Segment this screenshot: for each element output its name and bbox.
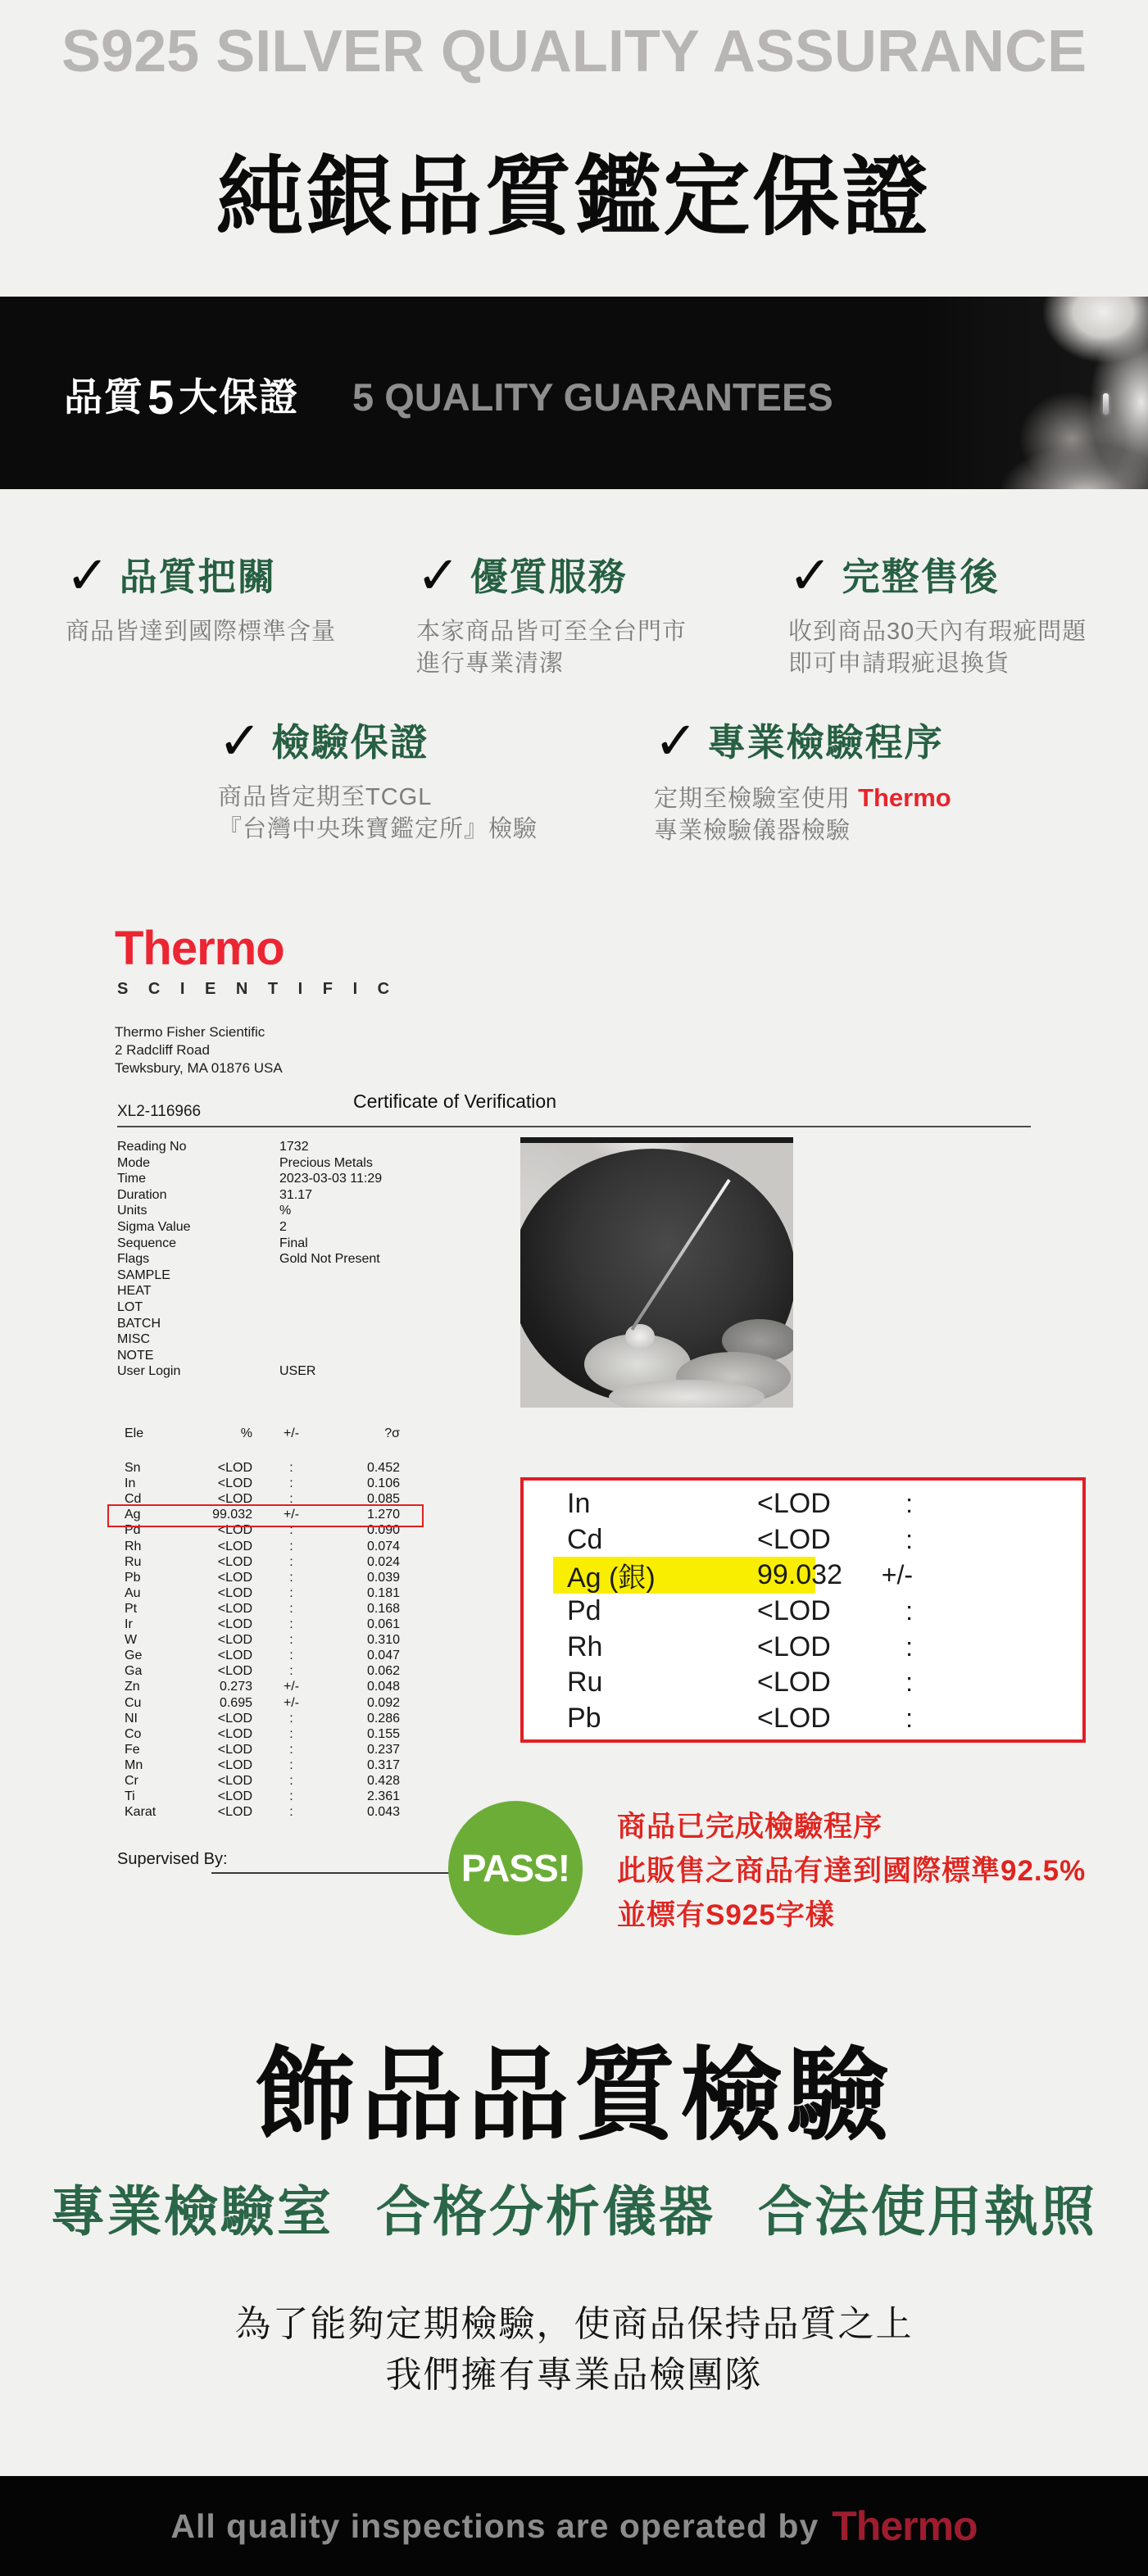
element-symbol: NI — [125, 1711, 138, 1726]
element-symbol: Mn — [125, 1757, 143, 1772]
pass-note-line: 商品已完成檢驗程序 — [617, 1811, 883, 1843]
element-pct: <LOD — [217, 1789, 252, 1804]
silver-nugget — [625, 1324, 655, 1349]
result-row — [524, 1629, 1082, 1665]
silver-nugget — [609, 1380, 765, 1408]
element-row — [117, 1476, 400, 1491]
element-sigma: 0.043 — [366, 1805, 400, 1820]
element-sigma: 0.048 — [366, 1680, 400, 1694]
element-symbol: Rh — [125, 1539, 142, 1553]
info-label: LOT — [117, 1299, 143, 1314]
element-pct: <LOD — [217, 1617, 252, 1632]
element-symbol: Pd — [125, 1523, 141, 1538]
element-symbol: Sn — [125, 1461, 141, 1476]
element-pct: <LOD — [217, 1554, 252, 1569]
element-row — [117, 1804, 400, 1820]
guarantee-desc — [788, 616, 1087, 680]
address-line: Tewksbury, MA 01876 USA — [115, 1060, 283, 1076]
result-element: Cd — [567, 1523, 603, 1555]
banner-title-zh — [64, 367, 299, 425]
info-row — [117, 1236, 382, 1252]
element-row — [117, 1632, 400, 1648]
guarantee-desc — [654, 782, 951, 847]
guarantee-desc — [66, 616, 336, 648]
watermark-heading: S925 SILVER QUALITY ASSURANCE — [61, 19, 1087, 84]
guarantee-desc-text: 商品皆定期至TCGL — [218, 784, 433, 810]
element-row — [117, 1789, 400, 1804]
element-table — [117, 1426, 400, 1820]
element-sigma: 0.062 — [366, 1664, 400, 1679]
element-pm: : — [289, 1476, 293, 1491]
element-symbol: Ti — [125, 1789, 135, 1804]
element-pct: 0.273 — [219, 1680, 252, 1694]
element-row — [117, 1648, 400, 1663]
element-pm: : — [289, 1617, 293, 1632]
info-label: Reading No — [117, 1140, 187, 1154]
element-pm: : — [289, 1664, 293, 1679]
element-row — [117, 1742, 400, 1757]
photo-top-bar — [520, 1137, 793, 1143]
element-pm: : — [289, 1585, 293, 1600]
element-symbol: Ge — [125, 1649, 143, 1663]
element-sigma: 0.039 — [366, 1570, 400, 1585]
result-row — [524, 1486, 1082, 1522]
guarantee-item — [218, 711, 538, 846]
element-pm: : — [289, 1554, 293, 1569]
guarantee-title: 檢驗保證 — [271, 721, 429, 764]
info-label: MISC — [117, 1332, 150, 1347]
info-row — [117, 1251, 382, 1268]
bottom-title: 飾品品質檢驗 — [254, 2039, 894, 2152]
guarantee-desc-text: 即可申請瑕疵退換貨 — [788, 651, 1010, 677]
guarantee-desc-text: 收到商品30天內有瑕疵問題 — [788, 619, 1087, 645]
element-symbol: Ga — [125, 1664, 143, 1679]
element-sigma: 0.092 — [366, 1695, 400, 1710]
element-pm: : — [289, 1523, 293, 1538]
checkmark-icon: ✓ — [66, 546, 110, 605]
info-row — [117, 1155, 382, 1172]
element-symbol: Cr — [125, 1773, 138, 1788]
guarantee-desc-line — [66, 616, 336, 648]
result-element: Rh — [567, 1630, 603, 1662]
certificate-info-list — [117, 1139, 382, 1380]
element-pct: <LOD — [217, 1711, 252, 1726]
info-label: Mode — [117, 1155, 151, 1170]
result-row — [524, 1665, 1082, 1701]
element-symbol: Ir — [125, 1617, 133, 1632]
element-row — [117, 1757, 400, 1773]
info-label: SAMPLE — [117, 1268, 170, 1282]
element-pm: : — [289, 1773, 293, 1788]
result-element: In — [567, 1488, 591, 1520]
info-value: Gold Not Present — [279, 1252, 380, 1267]
result-element: Ru — [567, 1667, 603, 1698]
element-pm: : — [289, 1757, 293, 1772]
thermo-logo: Thermo — [115, 922, 284, 975]
element-pm: : — [289, 1539, 293, 1553]
address-line: 2 Radcliff Road — [115, 1042, 210, 1058]
pass-note-line: 此販售之商品有達到國際標準92.5% — [617, 1855, 1087, 1887]
info-row — [117, 1187, 382, 1204]
element-sigma: 0.181 — [366, 1585, 400, 1600]
element-row — [117, 1695, 400, 1711]
element-sigma: 1.270 — [366, 1508, 400, 1522]
element-pct: <LOD — [217, 1585, 252, 1600]
earring-highlight — [1103, 393, 1109, 415]
result-value: <LOD — [757, 1523, 831, 1555]
element-pm: : — [289, 1805, 293, 1820]
certificate-address — [115, 1023, 283, 1077]
element-pm: : — [289, 1711, 293, 1726]
guarantee-title: 品質把關 — [119, 556, 277, 598]
info-label: Sigma Value — [117, 1219, 191, 1234]
element-symbol: Au — [125, 1585, 141, 1600]
info-value: 2023-03-03 11:29 — [279, 1172, 383, 1186]
feature-item: 合法使用執照 — [758, 2181, 1097, 2242]
element-symbol: Cu — [125, 1695, 142, 1710]
guarantee-desc-line — [416, 648, 687, 680]
result-value: 99.032 — [757, 1559, 842, 1591]
element-row — [117, 1460, 400, 1476]
pass-badge: PASS! — [448, 1801, 583, 1935]
result-pm: : — [905, 1631, 913, 1662]
element-pm: : — [289, 1570, 293, 1585]
guarantee-desc — [218, 782, 538, 846]
banner-zh-pre: 品質 — [64, 375, 144, 419]
element-sigma: 0.168 — [366, 1601, 400, 1616]
element-sigma: 0.074 — [366, 1539, 400, 1553]
element-pct: <LOD — [217, 1805, 252, 1820]
result-rows — [524, 1481, 1082, 1736]
certificate-title: Certificate of Verification — [352, 1091, 556, 1112]
info-row — [117, 1268, 382, 1284]
address-line: Thermo Fisher Scientific — [115, 1024, 265, 1040]
checkmark-icon: ✓ — [788, 546, 833, 605]
element-row — [117, 1726, 400, 1742]
guarantee-head — [654, 711, 951, 770]
result-value: <LOD — [757, 1702, 831, 1734]
info-value: 31.17 — [279, 1187, 313, 1202]
element-pct: <LOD — [217, 1492, 252, 1507]
info-row — [117, 1139, 382, 1155]
banner-zh-number: 5 — [147, 371, 176, 424]
feature-list — [0, 2168, 1148, 2246]
element-symbol: Pt — [125, 1601, 138, 1616]
element-pm: : — [289, 1601, 293, 1616]
info-label: BATCH — [117, 1316, 161, 1331]
element-pct: 0.695 — [219, 1695, 252, 1710]
element-pct: <LOD — [217, 1539, 252, 1553]
element-pm: +/- — [283, 1508, 300, 1522]
info-label: Units — [117, 1204, 147, 1218]
header-pct: % — [240, 1426, 252, 1440]
guarantee-title: 優質服務 — [470, 556, 628, 598]
feature-item: 專業檢驗室 — [51, 2181, 334, 2242]
info-row — [117, 1348, 382, 1364]
result-row — [524, 1558, 1082, 1594]
element-pm: : — [289, 1633, 293, 1648]
element-row — [117, 1663, 400, 1679]
result-element: Pb — [567, 1702, 601, 1734]
element-sigma: 0.024 — [366, 1554, 400, 1569]
pass-note-line: 並標有S925字樣 — [617, 1899, 835, 1931]
guarantee-desc-line — [218, 814, 538, 846]
info-label: NOTE — [117, 1348, 154, 1363]
element-row — [117, 1679, 400, 1694]
checkmark-icon: ✓ — [218, 711, 262, 770]
certificate-divider — [117, 1126, 1031, 1127]
footer-text: All quality inspections are operated by — [170, 2506, 819, 2545]
info-label: Sequence — [117, 1236, 177, 1250]
guarantee-desc-text: 商品皆達到國際標準含量 — [66, 619, 337, 645]
element-row — [117, 1773, 400, 1789]
page-title: 純銀品質鑑定保證 — [216, 149, 932, 246]
info-value: 2 — [279, 1219, 287, 1234]
element-sigma: 2.361 — [366, 1789, 400, 1804]
element-sigma: 0.061 — [366, 1617, 400, 1632]
table-spacer — [117, 1441, 400, 1460]
header-sigma: ?σ — [384, 1426, 400, 1440]
guarantee-head — [788, 546, 1087, 605]
info-value: % — [279, 1204, 292, 1218]
guarantee-head — [416, 546, 687, 605]
banner-title-en: 5 QUALITY GUARANTEES — [352, 375, 833, 419]
info-row — [117, 1171, 382, 1187]
result-element: Pd — [567, 1595, 601, 1627]
guarantee-desc-line — [654, 782, 951, 815]
element-pct: <LOD — [217, 1523, 252, 1538]
element-sigma: 0.428 — [366, 1773, 400, 1788]
bottom-line-1: 為了能夠定期檢驗，使商品保持品質之上 — [234, 2304, 914, 2344]
info-value: Final — [279, 1236, 308, 1250]
supervised-by-label: Supervised By: — [117, 1850, 228, 1868]
element-pm: : — [289, 1742, 293, 1757]
info-value: Precious Metals — [279, 1155, 373, 1170]
element-sigma: 0.286 — [366, 1711, 400, 1726]
guarantee-desc-text: 『台灣中央珠寶鑑定所』檢驗 — [218, 816, 538, 842]
guarantee-desc-text: 專業檢驗儀器檢驗 — [654, 818, 851, 844]
element-pct: <LOD — [217, 1461, 252, 1476]
info-label: User Login — [117, 1364, 181, 1379]
element-pct: <LOD — [217, 1726, 252, 1741]
xrf-sample-photo — [520, 1137, 793, 1408]
banner — [0, 297, 1148, 489]
pass-note — [617, 1805, 1086, 1938]
element-pct: 99.032 — [212, 1508, 252, 1522]
guarantee-title: 完整售後 — [842, 556, 1000, 598]
result-pm: : — [905, 1524, 913, 1554]
guarantee-title: 專業檢驗程序 — [707, 721, 944, 764]
result-pm: : — [905, 1667, 913, 1698]
element-row — [117, 1539, 400, 1554]
result-pm: : — [905, 1703, 913, 1733]
element-pm: : — [289, 1461, 293, 1476]
result-pm: : — [905, 1489, 913, 1519]
guarantee-item — [654, 711, 951, 847]
element-row — [117, 1554, 400, 1570]
result-row — [524, 1522, 1082, 1558]
guarantee-desc-line — [218, 782, 538, 814]
silver-row-outline — [107, 1504, 424, 1527]
element-symbol: Ag — [125, 1508, 141, 1522]
element-sigma: 0.310 — [366, 1633, 400, 1648]
info-row — [117, 1203, 382, 1219]
element-table-header — [117, 1426, 400, 1441]
element-pct: <LOD — [217, 1742, 252, 1757]
info-label: Time — [117, 1172, 146, 1186]
result-row — [524, 1594, 1082, 1630]
guarantee-desc-line — [654, 815, 951, 847]
checkmark-icon: ✓ — [416, 546, 461, 605]
info-row — [117, 1299, 382, 1316]
element-pm: +/- — [283, 1680, 300, 1694]
element-row — [117, 1570, 400, 1585]
element-symbol: Cd — [125, 1492, 142, 1507]
feature-item: 合格分析儀器 — [376, 2181, 715, 2242]
guarantee-desc-line — [788, 648, 1087, 680]
signature-line — [211, 1872, 449, 1874]
result-zoom-panel — [520, 1477, 1086, 1743]
guarantee-head — [66, 546, 336, 605]
header-pm: +/- — [283, 1426, 300, 1440]
element-pct: <LOD — [217, 1649, 252, 1663]
element-sigma: 0.106 — [366, 1476, 400, 1491]
banner-zh-post: 大保證 — [179, 375, 300, 419]
element-pm: +/- — [283, 1695, 300, 1710]
guarantee-item — [788, 546, 1087, 680]
element-row — [117, 1585, 400, 1601]
model-photo — [924, 297, 1148, 489]
checkmark-icon: ✓ — [654, 711, 698, 770]
element-sigma: 0.237 — [366, 1742, 400, 1757]
result-pm: +/- — [881, 1560, 913, 1590]
info-row — [117, 1283, 382, 1299]
element-sigma: 0.317 — [366, 1757, 400, 1772]
element-symbol: Fe — [125, 1742, 140, 1757]
element-symbol: Pb — [125, 1570, 141, 1585]
element-pct: <LOD — [217, 1633, 252, 1648]
header-ele: Ele — [125, 1426, 144, 1440]
element-row — [117, 1601, 400, 1617]
element-symbol: Ru — [125, 1554, 142, 1569]
thermo-inline-brand: Thermo — [858, 783, 951, 812]
info-value: 1732 — [279, 1140, 309, 1154]
element-sigma: 0.155 — [366, 1726, 400, 1741]
info-label: HEAT — [117, 1284, 152, 1299]
info-label: Flags — [117, 1252, 150, 1267]
element-symbol: Karat — [125, 1805, 157, 1820]
element-sigma: 0.090 — [366, 1523, 400, 1538]
guarantee-desc-text: 定期至檢驗室使用 — [654, 786, 859, 812]
footer-thermo-brand: Thermo — [832, 2503, 978, 2549]
element-pct: <LOD — [217, 1601, 252, 1616]
result-pm: : — [905, 1596, 913, 1626]
element-pm: : — [289, 1492, 293, 1507]
result-value: <LOD — [757, 1630, 831, 1662]
element-sigma: 0.047 — [366, 1649, 400, 1663]
guarantee-desc-line — [416, 616, 687, 648]
element-pm: : — [289, 1649, 293, 1663]
element-pct: <LOD — [217, 1757, 252, 1772]
info-label: Duration — [117, 1187, 167, 1202]
element-pm: : — [289, 1726, 293, 1741]
guarantee-desc-line — [788, 616, 1087, 648]
thermo-logo-subtitle: S C I E N T I F I C — [117, 980, 397, 998]
element-pct: <LOD — [217, 1476, 252, 1491]
element-pct: <LOD — [217, 1570, 252, 1585]
element-sigma: 0.452 — [366, 1461, 400, 1476]
element-pct: <LOD — [217, 1664, 252, 1679]
element-row — [117, 1711, 400, 1726]
element-symbol: Co — [125, 1726, 142, 1741]
guarantee-item — [416, 546, 687, 680]
element-symbol: Zn — [125, 1680, 140, 1694]
result-row — [524, 1701, 1082, 1737]
guarantee-item — [66, 546, 337, 648]
guarantee-desc-text: 本家商品皆可至全台門市 — [416, 619, 687, 645]
result-value: <LOD — [757, 1595, 831, 1627]
certificate-serial: XL2-116966 — [117, 1103, 202, 1120]
element-row — [117, 1617, 400, 1632]
info-row — [117, 1363, 382, 1380]
guarantee-desc — [416, 616, 687, 680]
element-pm: : — [289, 1789, 293, 1804]
info-value: USER — [279, 1364, 316, 1379]
element-symbol: In — [125, 1476, 136, 1491]
result-value: <LOD — [757, 1667, 831, 1698]
guarantee-desc-text: 進行專業清潔 — [416, 651, 565, 677]
info-row — [117, 1316, 382, 1332]
guarantee-head — [218, 711, 538, 770]
element-pct: <LOD — [217, 1773, 252, 1788]
info-row — [117, 1331, 382, 1348]
element-sigma: 0.085 — [366, 1492, 400, 1507]
element-symbol: W — [125, 1633, 138, 1648]
result-element: Ag (銀) — [567, 1562, 656, 1594]
footer — [0, 2476, 1148, 2576]
info-row — [117, 1219, 382, 1236]
bottom-line-2: 我們擁有專業品檢團隊 — [385, 2355, 763, 2395]
result-value: <LOD — [757, 1488, 831, 1520]
